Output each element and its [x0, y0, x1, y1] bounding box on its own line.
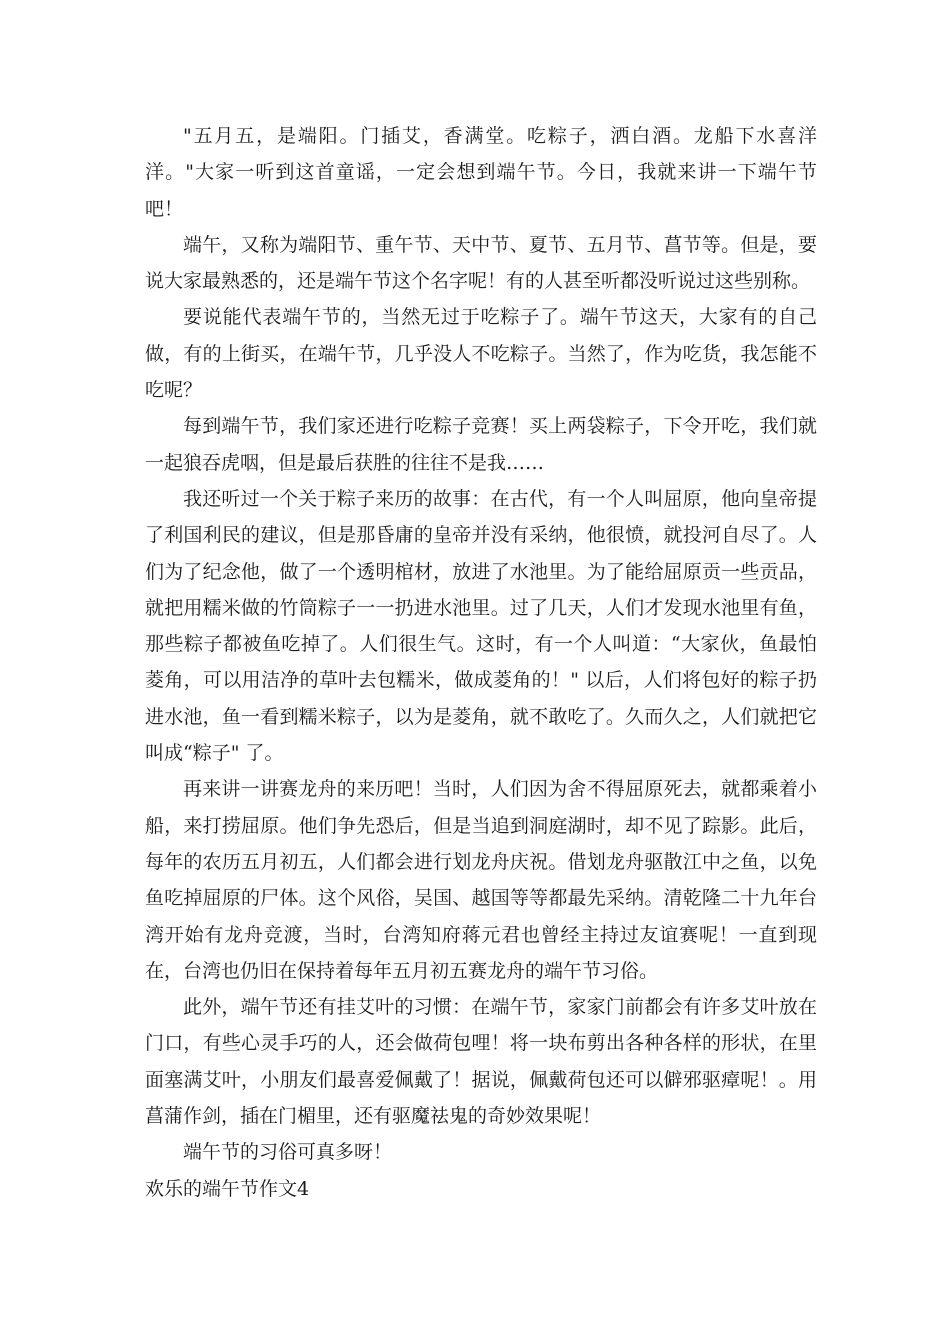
essay-body [145, 118, 817, 1207]
paragraph-alternate-names: 端午，又称为端阳节、重午节、天中节、夏节、五月节、菖节等。但是，要说大家最熟悉的，还是端午节这个名字呢！有的人甚至听都没听说过这些别称。 [145, 233, 817, 293]
paragraph-eating-zongzi: 要说能代表端午节的，当然无过于吃粽子了。端午节这天，大家有的自己做，有的上街买，在端午节，几乎没人不吃粽子。当然了，作为吃货，我怎能不吃呢？ [145, 306, 817, 402]
paragraph-mugwort-custom: 此外，端午节还有挂艾叶的习惯：在端午节，家家门前都会有许多艾叶放在门口，有些心灵手巧的人，还会做荷包哩！将一块布剪出各种各样的形状，在里面塞满艾叶，小朋友们最喜爱佩戴了！据说，佩戴荷包还可以僻邪驱瘴呢！。用菖蒲作剑，插在门楣里，还有驱魔祛鬼的奇妙效果呢！ [145, 996, 817, 1128]
paragraph-nursery-rhyme: "五月五，是端阳。门插艾，香满堂。吃粽子，洒白酒。龙船下水喜洋洋。"大家一听到这首童谣，一定会想到端午节。今日，我就来讲一下端午节吧！ [145, 125, 817, 220]
paragraph-closing: 端午节的习俗可真多呀！ [183, 1141, 393, 1164]
paragraph-zongzi-contest: 每到端午节，我们家还进行吃粽子竞赛！买上两袋粽子，下令开吃，我们就一起狼吞虎咽，但是最后获胜的往往不是我…… [145, 415, 817, 474]
paragraph-zongzi-origin-story: 我还听过一个关于粽子来历的故事：在古代，有一个人叫屈原，他向皇帝提了利国利民的建议，但是那昏庸的皇帝并没有采纳，他很愤，就投河自尽了。人们为了纪念他，做了一个透明棺材，放进了水池里。为了能给屈原贡一些贡品，就把用糯米做的竹筒粽子一一扔进水池里。过了几天，人们才发现水池里有鱼，那些粽子都被鱼吃掉了。人们很生气。这时，有一个人叫道：“大家伙，鱼最怕菱角，可以用洁净的草叶去包糯米，做成菱角的！" 以后，人们将包好的粽子扔进水池，鱼一看到糯米粽子，以为是菱角，就不敢吃了。久而久之，人们就把它叫成“粽子" 了。 [145, 487, 817, 765]
next-essay-heading: 欢乐的端午节作文4 [145, 1177, 310, 1200]
paragraph-dragon-boat-origin: 再来讲一讲赛龙舟的来历吧！当时，人们因为舍不得屈原死去，就都乘着小船，来打捞屈原。他们争先恐后，但是当追到洞庭湖时，却不见了踪影。此后，每年的农历五月初五，人们都会进行划龙舟庆祝。借划龙舟驱散江中之鱼，以免鱼吃掉屈原的尸体。这个风俗，吴国、越国等等都最先采纳。清乾隆二十九年台湾开始有龙舟竞渡，当时，台湾知府蒋元君也曾经主持过友谊赛呢！一直到现在，台湾也仍旧在保持着每年五月初五赛龙舟的端午节习俗。 [145, 778, 817, 982]
